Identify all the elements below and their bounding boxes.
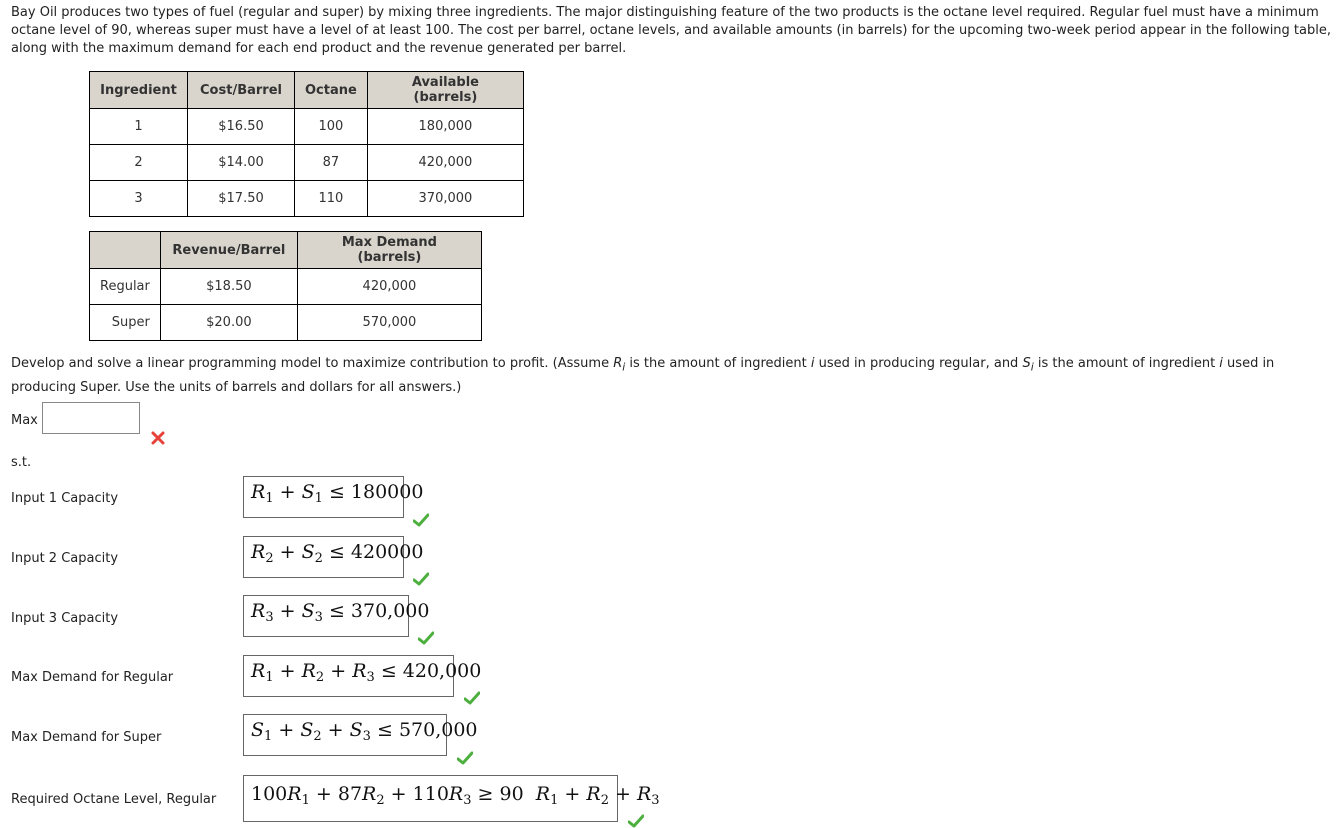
- rhs: 90: [499, 783, 524, 805]
- cell: 570,000: [297, 305, 481, 341]
- constraint-5-input[interactable]: $S_1 + S_2 + S_3 \le 570,000$: [243, 714, 447, 756]
- var-s: S: [1022, 356, 1031, 371]
- cell: 180,000: [367, 109, 523, 145]
- cell: 1: [90, 109, 188, 145]
- constraint-3-input[interactable]: $R_3 + S_3 \le 370,000$: [243, 595, 409, 637]
- var-i: i: [1030, 360, 1034, 374]
- constraint-1-input[interactable]: $R_1 + S_1 \le 180000$: [243, 476, 404, 518]
- header-revenue: Revenue/Barrel: [160, 232, 297, 269]
- cell: 110: [295, 181, 368, 217]
- cell: $17.50: [188, 181, 295, 217]
- cell: 3: [90, 181, 188, 217]
- incorrect-x-icon: [150, 430, 166, 446]
- products-table: [89, 231, 482, 341]
- cell: $18.50: [160, 269, 297, 305]
- cell: Regular: [90, 269, 161, 305]
- check-icon: [628, 814, 644, 828]
- st-label: s.t.: [11, 455, 32, 470]
- cell: 100: [295, 109, 368, 145]
- constraint-2-input[interactable]: $R_2 + S_2 \le 420000$: [243, 536, 404, 578]
- header-available: Available (barrels): [367, 72, 523, 109]
- objective-input[interactable]: [42, 402, 140, 434]
- cell: Super: [90, 305, 161, 341]
- cell: $20.00: [160, 305, 297, 341]
- header-octane: Octane: [295, 72, 368, 109]
- instr-text: used in producing Super. Use the units of barrels and dollars for all answers.): [11, 356, 1275, 395]
- table-row: [90, 305, 482, 341]
- rhs: 180000: [350, 481, 424, 503]
- var-r: R: [613, 356, 623, 371]
- header-ingredient: Ingredient: [90, 72, 188, 109]
- constraint-label: Input 2 Capacity: [11, 551, 119, 566]
- cell: 2: [90, 145, 188, 181]
- instr-text: is the amount of ingredient: [1033, 356, 1220, 371]
- var-i: i: [810, 356, 815, 371]
- var-i: i: [1219, 356, 1223, 371]
- constraint-label: Input 1 Capacity: [11, 491, 119, 506]
- cell: $14.00: [188, 145, 295, 181]
- ingredients-table: [89, 71, 524, 217]
- cell: 420,000: [297, 269, 481, 305]
- header-max-demand: Max Demand (barrels): [297, 232, 481, 269]
- cell: 87: [295, 145, 368, 181]
- check-icon: [418, 631, 434, 645]
- check-icon: [413, 513, 429, 527]
- cell: 370,000: [367, 181, 523, 217]
- table-header-row: [90, 72, 524, 109]
- var-i: i: [622, 360, 626, 374]
- max-label: Max: [11, 413, 38, 428]
- table-row: [90, 181, 524, 217]
- rhs: 570,000: [398, 719, 478, 741]
- table-header-row: [90, 232, 482, 269]
- constraint-label: Max Demand for Regular: [11, 670, 174, 685]
- table-row: [90, 269, 482, 305]
- constraint-label: Required Octane Level, Regular: [11, 792, 217, 807]
- cell: 420,000: [367, 145, 523, 181]
- instructions: [11, 354, 1331, 398]
- header-blank: [90, 232, 161, 269]
- cell: $16.50: [188, 109, 295, 145]
- table-row: [90, 109, 524, 145]
- problem-intro: Bay Oil produces two types of fuel (regular and super) by mixing three ingredients. The major distinguishing feature of the two products is the octane level required. Regular fuel must have a minimum octane level of 90, whereas super must have a level of at least 100. The cost per barrel, octane levels, and available amounts (in barrels) for the upcoming two-week period appear in the following table, along with the maximum demand for each end product and the revenue generated per barrel.: [11, 5, 1331, 56]
- instr-text: used in producing regular, and: [814, 356, 1023, 371]
- table-row: [90, 145, 524, 181]
- rhs: 370,000: [350, 600, 430, 622]
- header-cost: Cost/Barrel: [188, 72, 295, 109]
- constraint-label: Input 3 Capacity: [11, 611, 119, 626]
- constraint-6-input[interactable]: $100R_1 + 87R_2 + 110R_3 \ge 90$ $R_1 + R_2 + R_3$: [243, 775, 618, 822]
- constraint-label: Max Demand for Super: [11, 730, 162, 745]
- constraint-4-input[interactable]: $R_1 + R_2 + R_3 \le 420,000$: [243, 655, 454, 697]
- check-icon: [413, 572, 429, 586]
- check-icon: [457, 751, 473, 765]
- instr-text: Develop and solve a linear programming model to maximize contribution to profit. (Assume: [11, 356, 614, 371]
- instr-text: is the amount of ingredient: [625, 356, 811, 371]
- check-icon: [464, 691, 480, 705]
- rhs: 420000: [350, 541, 424, 563]
- rhs: 420,000: [402, 660, 482, 682]
